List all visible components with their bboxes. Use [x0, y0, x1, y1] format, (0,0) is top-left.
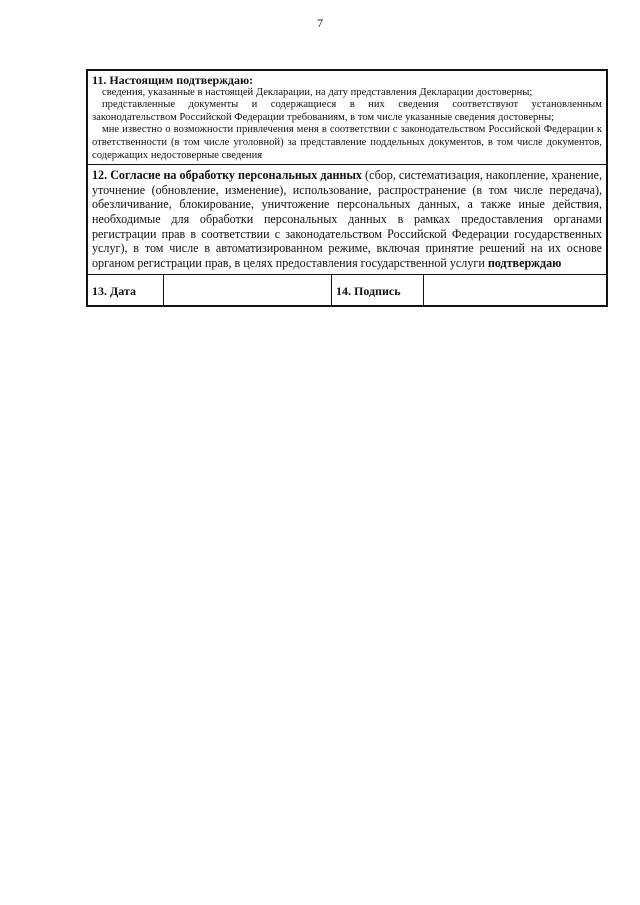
section-12-title: 12. Согласие на обработку персональных данных [92, 168, 362, 183]
date-signature-row [88, 275, 606, 305]
section-personal-data-consent [88, 165, 606, 275]
date-label: 13. Дата [88, 275, 164, 305]
confirmation-item-2: представленные документы и содержащиеся в них сведения соответствуют установленным законодательством Российской Федерации требованиям, в том числе указанные сведения достоверны; [92, 99, 602, 123]
declaration-form [86, 69, 608, 307]
confirmation-item-1: сведения, указанные в настоящей Декларации, на дату представления Декларации достоверны; [102, 86, 533, 98]
consent-text: (сбор, систематизация, накопление, хранение, уточнение (обновление, изменение), использование, распространение (в том числе передача), обезличивание, блокирование, уничтожение персональных данных, а также иные действия, необходимые для обработки персональных данных в рамках предоставления органами регистрации прав в соответствии с законодательством Российской Федерации государственных услуг), в том числе в автоматизированном режиме, включая принятие решений на их основе органом регистрации прав, в целях предоставления государственной услуги [92, 168, 602, 270]
consent-paragraph [92, 168, 602, 270]
section-11-title: 11. Настоящим подтверждаю: [92, 73, 254, 87]
section-confirmation [88, 71, 606, 165]
signature-label: 14. Подпись [332, 275, 424, 305]
date-field[interactable] [164, 275, 332, 305]
signature-field[interactable] [424, 275, 606, 305]
page-number: 7 [317, 16, 323, 30]
consent-confirm: подтверждаю [487, 255, 562, 270]
confirmation-item-3: мне известно о возможности привлечения меня в соответствии с законодательством Российской Федерации к ответственности (в том числе уголовной) за представление поддельных документов, в том числе документов, содержащих недостоверные сведения [92, 124, 602, 161]
